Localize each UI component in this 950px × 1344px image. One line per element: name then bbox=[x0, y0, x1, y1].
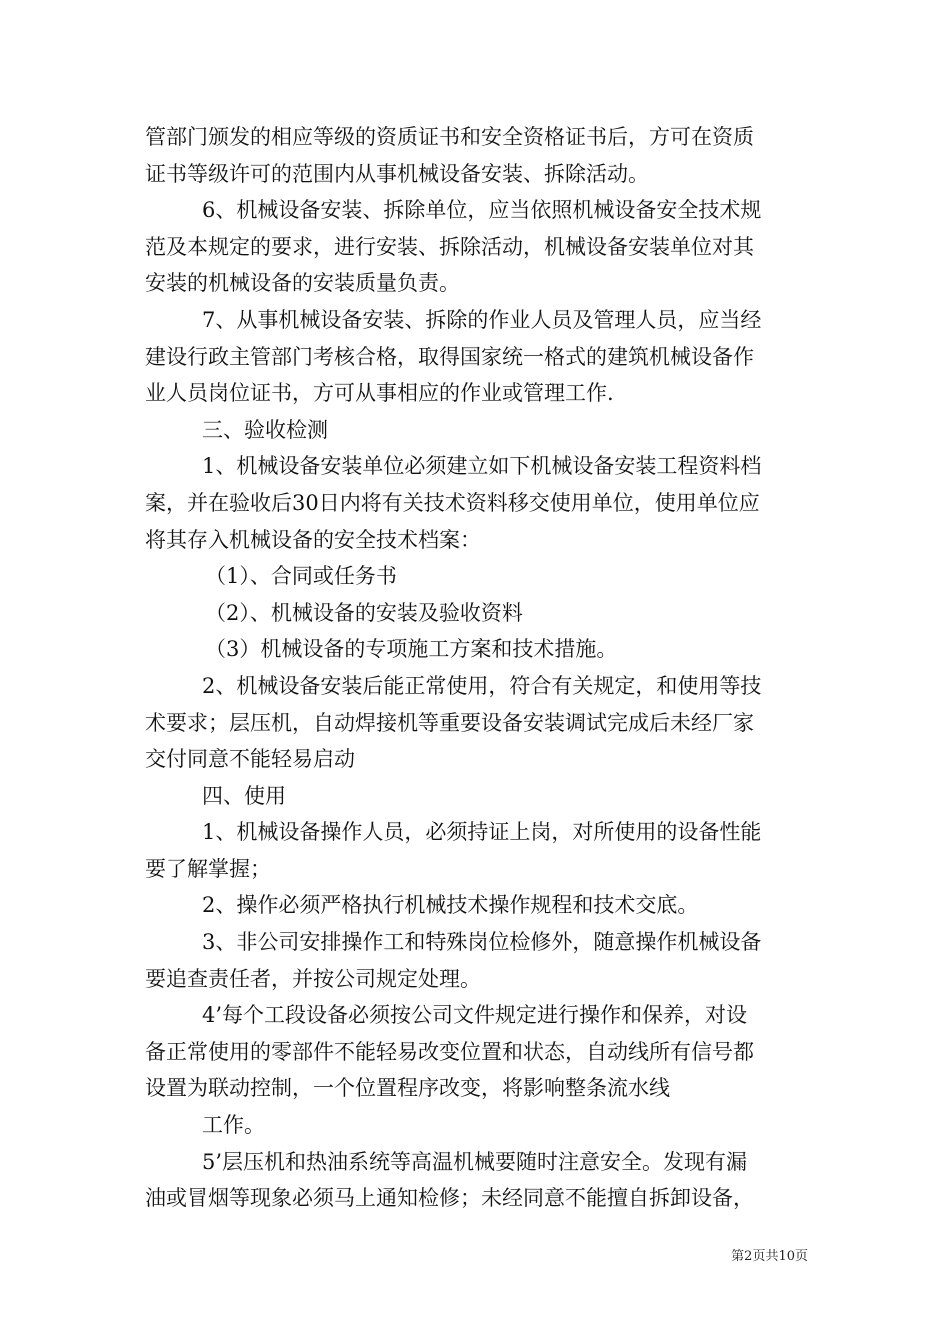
text-line: 设置为联动控制，一个位置程序改变，将影响整条流水线 bbox=[145, 1076, 670, 1101]
text-line: 范及本规定的要求，进行安装、拆除活动，机械设备安装单位对其 bbox=[145, 234, 754, 259]
text-line: 建设行政主管部门考核合格，取得国家统一格式的建筑机械设备作 bbox=[145, 344, 754, 369]
paragraph-usage-5-start: 5’层压机和热油系统等高温机械要随时注意安全。发现有漏 bbox=[202, 1149, 748, 1174]
section-heading-inspection: 三、验收检测 bbox=[202, 417, 328, 442]
text-line: 证书等级许可的范围内从事机械设备安装、拆除活动。 bbox=[145, 161, 649, 186]
paragraph-usage-4-start: 4’每个工段设备必须按公司文件规定进行操作和保养，对设 bbox=[202, 1003, 748, 1028]
paragraph-usage-2: 2、操作必须严格执行机械技术操作规程和技术交底。 bbox=[202, 893, 699, 918]
text-line: 案，并在验收后30日内将有关技术资料移交使用单位，使用单位应 bbox=[145, 490, 760, 515]
text-line: 将其存入机械设备的安全技术档案： bbox=[145, 527, 481, 552]
text-line: 交付同意不能轻易启动 bbox=[145, 747, 355, 772]
paragraph-usage-1-start: 1、机械设备操作人员，必须持证上岗，对所使用的设备性能 bbox=[202, 820, 762, 845]
text-line: 业人员岗位证书，方可从事相应的作业或管理工作. bbox=[145, 381, 614, 406]
paragraph-6-start: 6、机械设备安装、拆除单位，应当依照机械设备安全技术规 bbox=[202, 198, 762, 223]
section-heading-usage: 四、使用 bbox=[202, 783, 286, 808]
text-line: 要了解掌握； bbox=[145, 856, 271, 881]
paragraph-inspection-1-start: 1、机械设备安装单位必须建立如下机械设备安装工程资料档 bbox=[202, 454, 762, 479]
list-item-1: （1）、合同或任务书 bbox=[205, 564, 397, 589]
text-line: 安装的机械设备的安装质量负责。 bbox=[145, 271, 460, 296]
paragraph-7-start: 7、从事机械设备安装、拆除的作业人员及管理人员，应当经 bbox=[202, 307, 762, 332]
text-line: 备正常使用的零部件不能轻易改变位置和状态，自动线所有信号都 bbox=[145, 1039, 754, 1064]
paragraph-usage-3-start: 3、非公司安排操作工和特殊岗位检修外，随意操作机械设备 bbox=[202, 930, 762, 955]
text-line: 管部门颁发的相应等级的资质证书和安全资格证书后，方可在资质 bbox=[145, 125, 754, 149]
list-item-2: （2）、机械设备的安装及验收资料 bbox=[205, 600, 523, 625]
text-line: 术要求；层压机，自动焊接机等重要设备安装调试完成后未经厂家 bbox=[145, 710, 754, 735]
page-number-footer: 第2页共10页 bbox=[731, 1249, 808, 1264]
text-line-continuation: 工作。 bbox=[202, 1113, 265, 1138]
document-body bbox=[145, 119, 815, 1217]
text-line: 油或冒烟等现象必须马上通知检修；未经同意不能擅自拆卸设备， bbox=[145, 1186, 754, 1211]
text-line: 要追查责任者，并按公司规定处理。 bbox=[145, 966, 481, 991]
list-item-3: （3）机械设备的专项施工方案和技术措施。 bbox=[205, 637, 618, 662]
paragraph-inspection-2-start: 2、机械设备安装后能正常使用，符合有关规定，和使用等技 bbox=[202, 673, 762, 698]
